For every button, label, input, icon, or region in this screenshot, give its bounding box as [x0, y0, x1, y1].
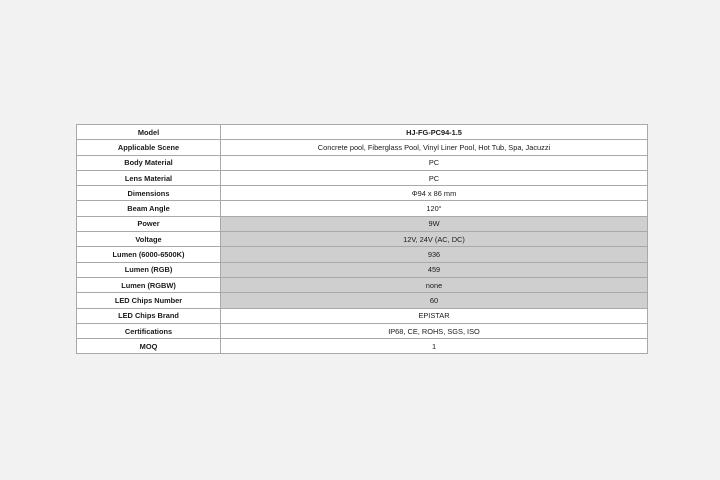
- table-row: [77, 308, 648, 323]
- spec-label: LED Chips Number: [77, 293, 221, 308]
- spec-value: PC: [221, 170, 648, 185]
- spec-label: Beam Angle: [77, 201, 221, 216]
- table-row: [77, 140, 648, 155]
- table-row: [77, 323, 648, 338]
- spec-value: 9W: [221, 216, 648, 231]
- spec-label: LED Chips Brand: [77, 308, 221, 323]
- table-row: [77, 186, 648, 201]
- table-row: [77, 216, 648, 231]
- spec-value: 936: [221, 247, 648, 262]
- table-row: [77, 170, 648, 185]
- spec-label: Voltage: [77, 232, 221, 247]
- spec-value: Φ94 x 86 mm: [221, 186, 648, 201]
- spec-value: Concrete pool, Fiberglass Pool, Vinyl Liner Pool, Hot Tub, Spa, Jacuzzi: [221, 140, 648, 155]
- table-row: [77, 201, 648, 216]
- spec-label: Body Material: [77, 155, 221, 170]
- table-row: [77, 339, 648, 354]
- spec-value: 1: [221, 339, 648, 354]
- spec-value: 120°: [221, 201, 648, 216]
- spec-value: IP68, CE, ROHS, SGS, ISO: [221, 323, 648, 338]
- spec-value: HJ-FG-PC94-1.5: [221, 125, 648, 140]
- spec-label: Lumen (RGB): [77, 262, 221, 277]
- spec-table-body: [77, 125, 648, 354]
- table-row: [77, 155, 648, 170]
- table-row: [77, 125, 648, 140]
- table-row: [77, 247, 648, 262]
- spec-value: 60: [221, 293, 648, 308]
- spec-label: Power: [77, 216, 221, 231]
- spec-label: MOQ: [77, 339, 221, 354]
- table-row: [77, 262, 648, 277]
- spec-label: Dimensions: [77, 186, 221, 201]
- spec-value: 459: [221, 262, 648, 277]
- spec-value: 12V, 24V (AC, DC): [221, 232, 648, 247]
- spec-value: none: [221, 277, 648, 292]
- table-row: [77, 277, 648, 292]
- spec-label: Lumen (6000-6500K): [77, 247, 221, 262]
- spec-label: Model: [77, 125, 221, 140]
- spec-table: [76, 124, 648, 354]
- spec-value: PC: [221, 155, 648, 170]
- spec-label: Applicable Scene: [77, 140, 221, 155]
- spec-label: Lens Material: [77, 170, 221, 185]
- table-row: [77, 232, 648, 247]
- spec-label: Lumen (RGBW): [77, 277, 221, 292]
- table-row: [77, 293, 648, 308]
- spec-value: EPISTAR: [221, 308, 648, 323]
- spec-label: Certifications: [77, 323, 221, 338]
